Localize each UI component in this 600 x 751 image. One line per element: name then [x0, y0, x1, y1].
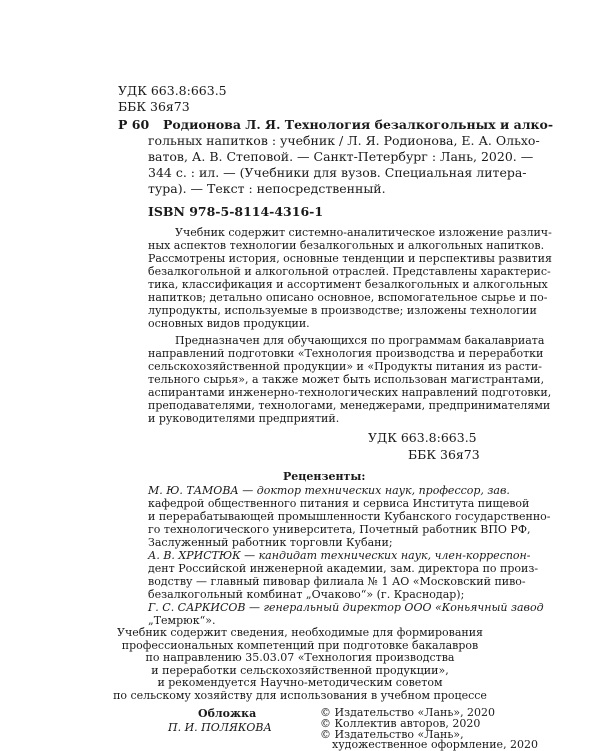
approval-line: и переработки сельскохозяйственной продукции»,	[151, 663, 449, 677]
abstract-line: лупродукты, используемые в производстве; изложены технологии	[148, 304, 537, 317]
abstract-line: основных видов продукции.	[148, 317, 310, 330]
reviewer-line: А. В. ХРИСТЮК — кандидат технических наук, член-корреспон-	[148, 549, 531, 562]
reviewer-line: безалкогольный комбинат „Очаково“» (г. Краснодар);	[148, 588, 465, 601]
abstract-line: безалкогольной и алкогольной отраслей. Представлены характерис-	[148, 265, 551, 278]
approval-line: профессиональных компетенций при подготовке бакалавров	[121, 638, 479, 652]
reviewer-line: и перерабатывающей промышленности Кубанского государственно-	[148, 510, 551, 523]
approval-line: по сельскому хозяйству для использования в учебном процессе	[113, 688, 487, 702]
abstract-line: ных аспектов технологии безалкогольных и алкогольных напитков.	[148, 239, 545, 252]
biblio-line-1: Родионова Л. Я. Технология безалкогольных и алко-	[163, 117, 554, 132]
author-mark: Р 60	[118, 117, 150, 132]
bbk-code-top: ББК 36я73	[118, 99, 190, 114]
bbk-code-bottom: ББК 36я73	[408, 447, 480, 462]
copyright-line: © Коллектив авторов, 2020	[320, 717, 481, 730]
reviewer-line: „Темрюк“».	[148, 614, 216, 627]
udk-code-bottom: УДК 663.8:663.5	[368, 430, 477, 445]
reviewer-line: Г. С. САРКИСОВ — генеральный директор ООО «Коньячный завод	[148, 601, 544, 614]
abstract-line: Учебник содержит системно-аналитическое изложение различ-	[175, 226, 552, 239]
reviewer-line: дент Российской инженерной академии, зам. директора по произ-	[148, 562, 539, 575]
audience-line: тельного сырья», а также может быть использован магистрантами,	[148, 373, 545, 386]
reviewers-title: Рецензенты:	[283, 470, 366, 483]
reviewer-line: Заслуженный работник торговли Кубани;	[148, 536, 393, 549]
copyright-line: © Издательство «Лань», 2020	[320, 706, 496, 719]
approval-line: и рекомендуется Научно-методическим советом	[157, 676, 443, 689]
reviewer-line: водству — главный пивовар филиала № 1 АО «Московский пиво-	[148, 575, 526, 588]
biblio-line-2: гольных напитков : учебник / Л. Я. Родионова, Е. А. Ольхо-	[148, 133, 540, 148]
audience-line: Предназначен для обучающихся по программам бакалавриата	[175, 334, 545, 347]
reviewer-line: кафедрой общественного питания и сервиса Института пищевой	[148, 497, 530, 510]
reviewer-line: М. Ю. ТАМОВА — доктор технических наук, профессор, зав.	[148, 484, 510, 497]
audience-line: и руководителями предприятий.	[148, 412, 340, 425]
abstract-line: Рассмотрены история, основные тенденции и перспективы развития	[148, 252, 552, 265]
biblio-line	[163, 117, 553, 132]
approval-line: Учебник содержит сведения, необходимые для формирования	[117, 626, 483, 639]
cover-artist: П. И. ПОЛЯКОВА	[168, 721, 272, 734]
audience-line: аспирантами инженерно-технологических направлений подготовки,	[148, 386, 552, 399]
isbn: ISBN 978-5-8114-4316-1	[148, 204, 324, 219]
audience-line: преподавателями, технологами, менеджерами, предпринимателями	[148, 399, 551, 412]
cover-label: Обложка	[198, 707, 257, 720]
biblio-line-4: 344 с. : ил. — (Учебники для вузов. Специальная литера-	[148, 165, 527, 180]
udk-code-top: УДК 663.8:663.5	[118, 83, 227, 98]
audience-line: направлений подготовки «Технология производства и переработки	[148, 347, 544, 360]
biblio-line-5: тура). — Текст : непосредственный.	[148, 181, 386, 196]
copyright-line: художественное оформление, 2020	[332, 738, 539, 751]
approval-line: по направлению 35.03.07 «Технология производства	[145, 651, 455, 664]
abstract-line: напитков; детально описано основное, вспомогательное сырье и по-	[148, 291, 548, 304]
audience-line: сельскохозяйственной продукции» и «Продукты питания из расти-	[148, 360, 542, 373]
copyright-line: © Издательство «Лань»,	[320, 728, 464, 741]
biblio-line-3: ватов, А. В. Степовой. — Санкт-Петербург : Лань, 2020. —	[148, 149, 534, 164]
reviewer-line: го технологического университета, Почетный работник ВПО РФ,	[148, 523, 531, 536]
abstract-line: тика, классификация и ассортимент безалкогольных и алкогольных	[148, 278, 548, 291]
